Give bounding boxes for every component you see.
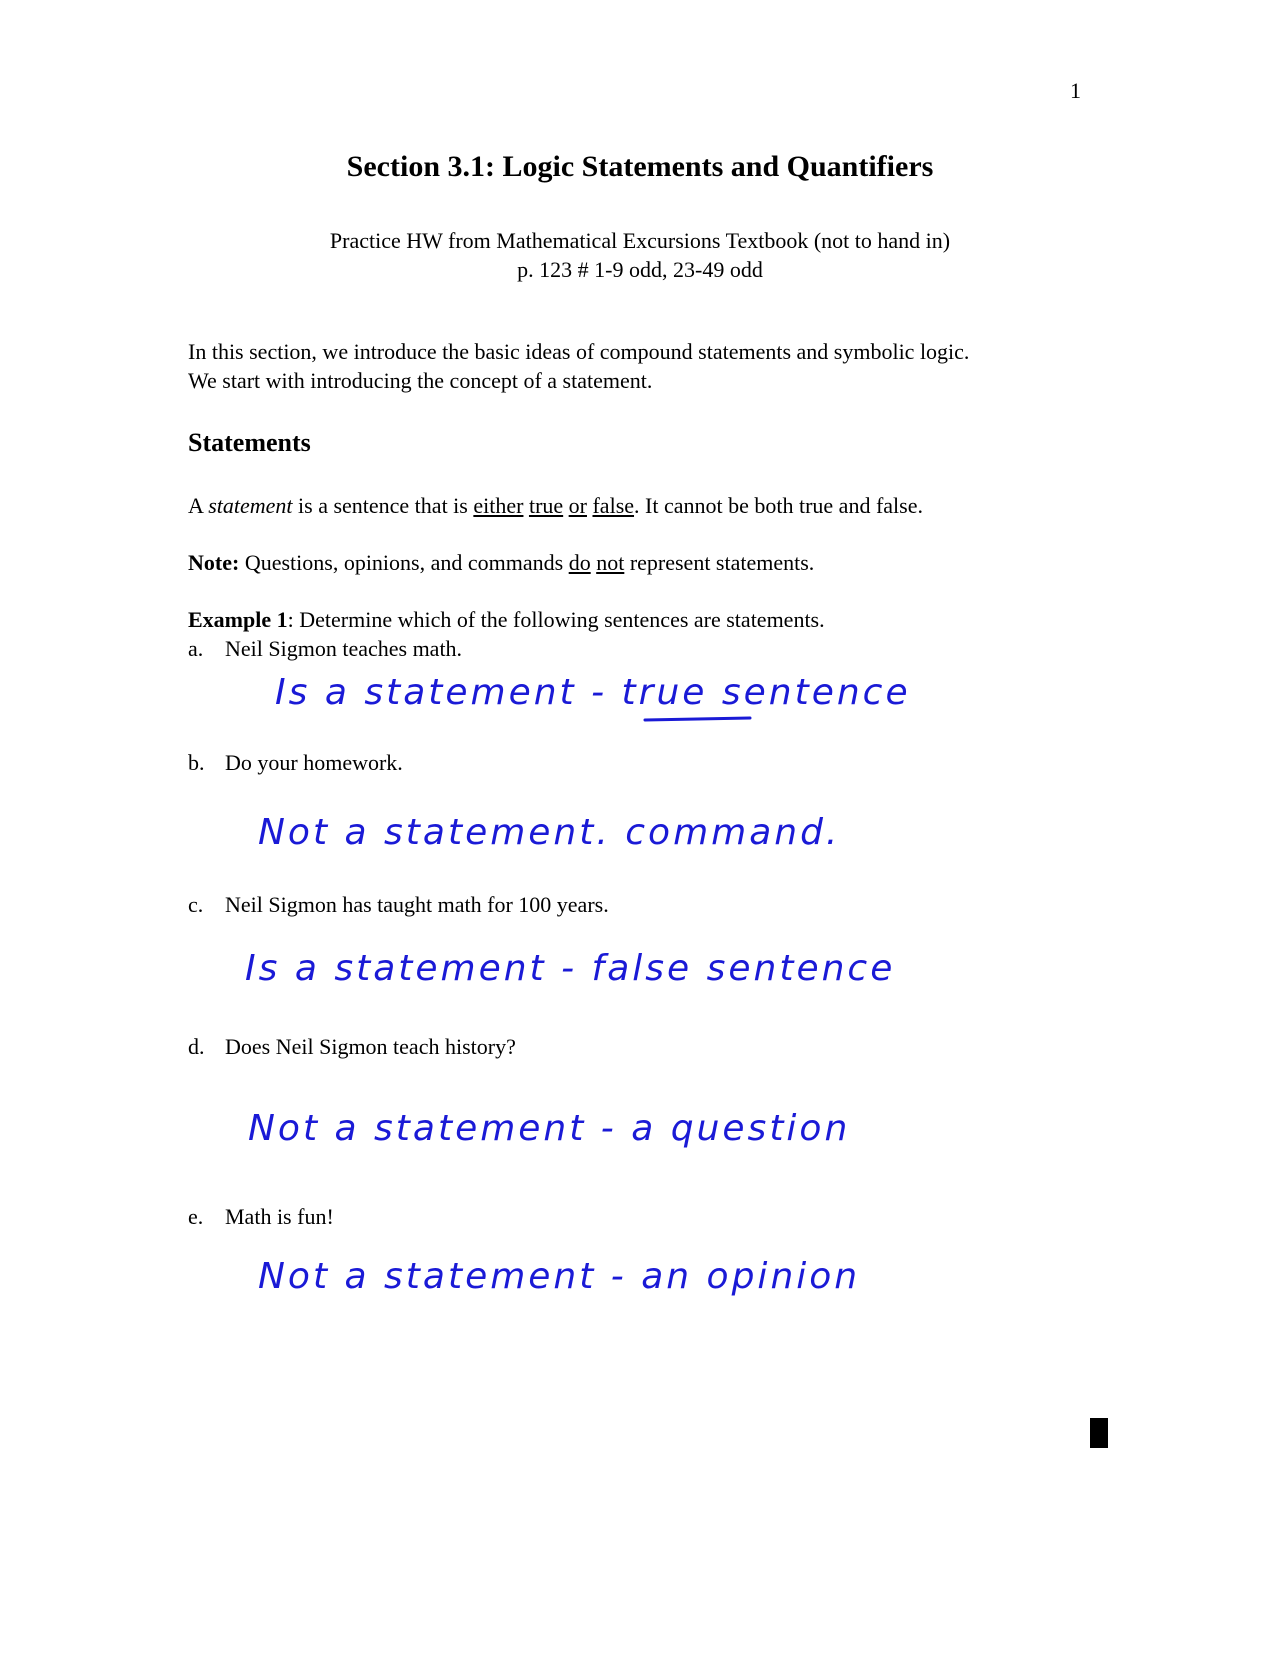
list-item-text: Math is fun! — [225, 1204, 334, 1229]
definition-prefix: A — [188, 493, 209, 518]
list-item-marker: b. — [188, 750, 205, 775]
example-label: Example 1 — [188, 607, 288, 632]
list-item — [188, 1032, 516, 1061]
list-item — [188, 748, 403, 777]
handwritten-answer — [245, 948, 895, 989]
statements-heading: Statements — [188, 428, 311, 457]
definition-term: statement — [208, 493, 293, 518]
intro-line-1: In this section, we introduce the basic ideas of compound statements and symbolic logic. — [188, 339, 970, 364]
list-item — [188, 890, 609, 919]
list-item-marker: a. — [188, 636, 204, 661]
example-text: : Determine which of the following sentences are statements. — [287, 607, 825, 632]
list-item-text: Neil Sigmon has taught math for 100 years. — [225, 892, 609, 917]
handwritten-underline — [275, 672, 475, 732]
list-item-text: Do your homework. — [225, 750, 403, 775]
handwritten-answer-text: Not a statement - a question — [248, 1108, 851, 1149]
handwritten-answer — [275, 672, 911, 713]
example-heading — [188, 605, 1128, 634]
subtitle-line-2: p. 123 # 1-9 odd, 23-49 odd — [517, 257, 763, 282]
page-title: Section 3.1: Logic Statements and Quantifiers — [346, 150, 934, 183]
handwritten-answer-text: Not a statement. command. — [258, 812, 841, 853]
intro-line-2: We start with introducing the concept of a statement. — [188, 368, 653, 393]
word-not: not — [596, 550, 625, 575]
word-false: false — [592, 493, 635, 518]
note-label: Note: — [188, 550, 240, 575]
list-item-marker: d. — [188, 1034, 205, 1059]
subtitle-line-1: Practice HW from Mathematical Excursions Textbook (not to hand in) — [329, 228, 951, 253]
list-item — [188, 634, 462, 663]
handwritten-answer-text: Not a statement - an opinion — [258, 1256, 861, 1297]
handwritten-answer — [258, 812, 840, 853]
handwritten-answer-text: Is a statement - true sentence — [275, 672, 911, 713]
list-item-marker: e. — [188, 1204, 204, 1229]
definition-suffix: . It cannot be both true and false. — [634, 493, 923, 518]
note-text-2: represent statements. — [624, 550, 815, 575]
definition-mid: is a sentence that is — [292, 493, 474, 518]
word-do: do — [568, 550, 591, 575]
list-item — [188, 1202, 334, 1231]
list-item-text: Neil Sigmon teaches math. — [225, 636, 463, 661]
word-or: or — [568, 493, 587, 518]
note-text-1: Questions, opinions, and commands — [239, 550, 569, 575]
handwritten-answer — [248, 1108, 850, 1149]
text-cursor-block — [1090, 1418, 1108, 1448]
definition-paragraph — [188, 491, 1128, 520]
word-true: true — [528, 493, 564, 518]
list-item-text: Does Neil Sigmon teach history? — [225, 1034, 516, 1059]
list-item-marker: c. — [188, 892, 204, 917]
subtitle — [0, 226, 1280, 284]
word-either: either — [473, 493, 524, 518]
intro-paragraph — [188, 337, 1128, 395]
note-paragraph — [188, 548, 1128, 577]
handwritten-answer — [258, 1256, 860, 1297]
handwritten-answer-text: Is a statement - false sentence — [245, 948, 896, 989]
page-number: 1 — [1070, 78, 1081, 103]
